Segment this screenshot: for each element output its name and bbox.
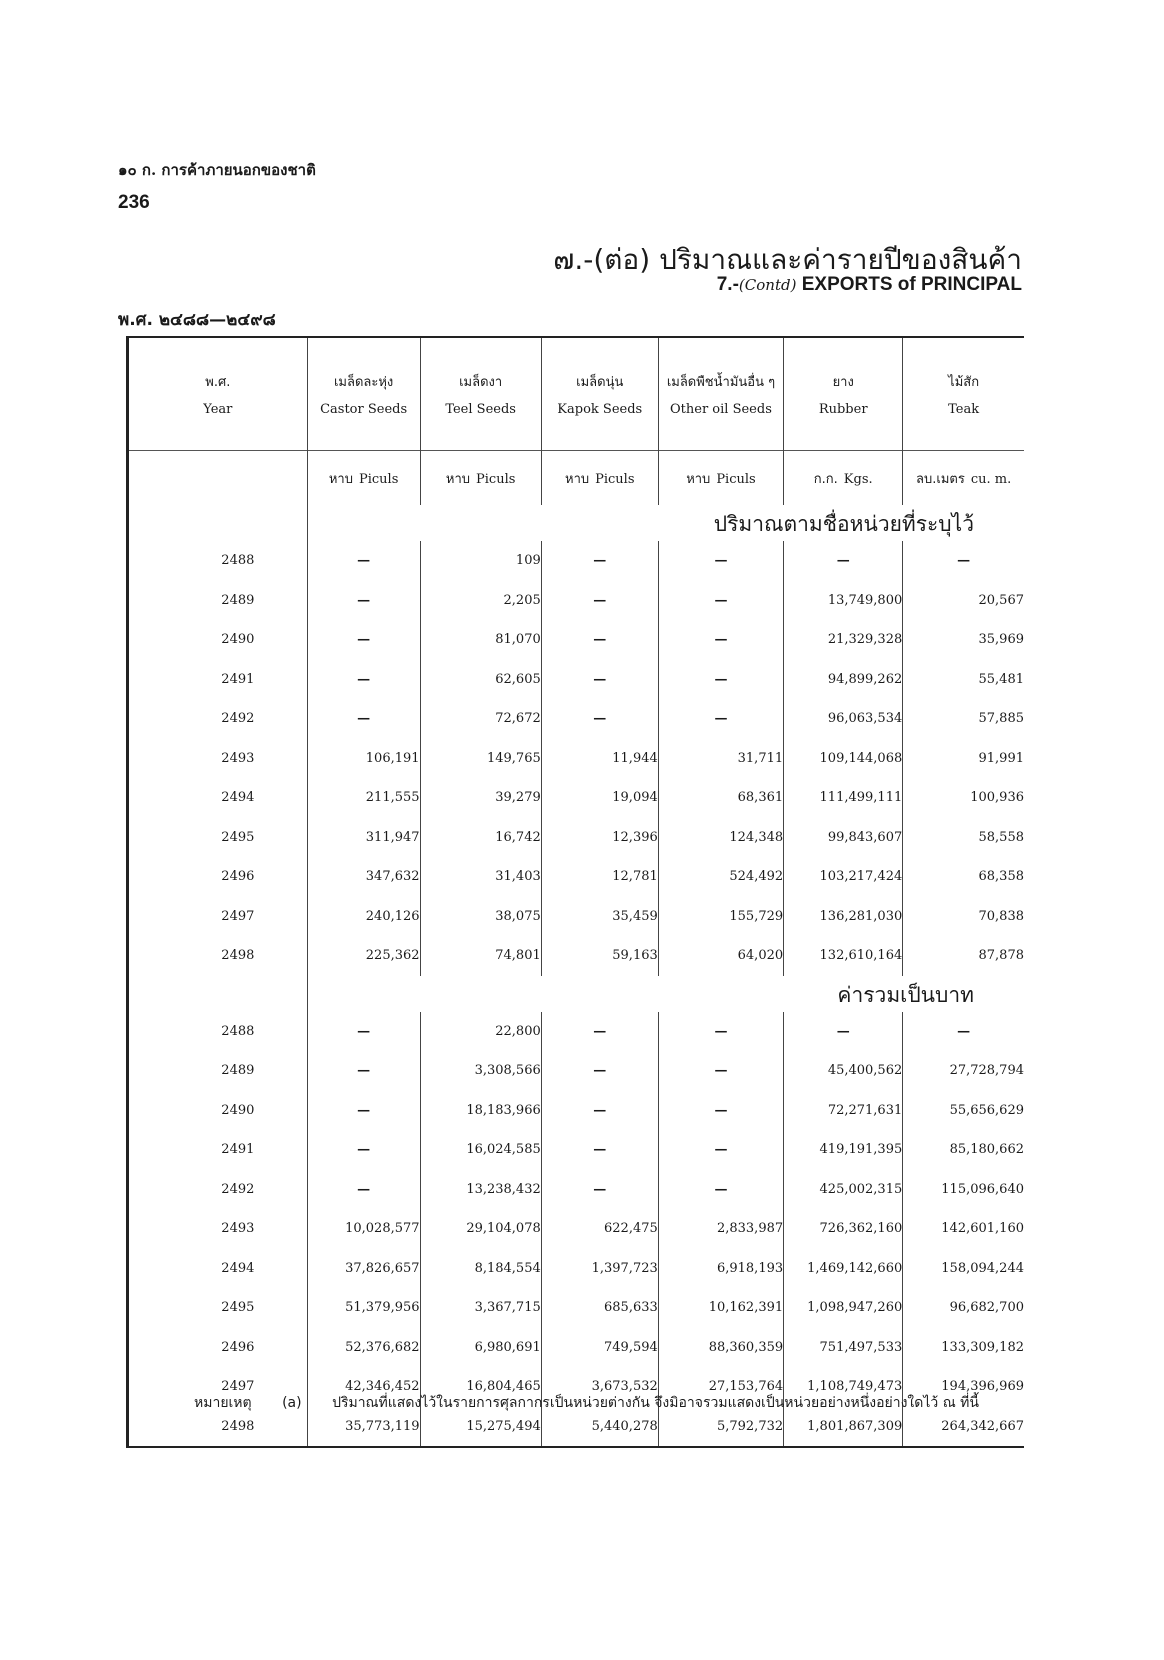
unit-th: หาบ bbox=[565, 471, 590, 487]
value-cell: 68,358 bbox=[903, 857, 1024, 897]
unit-cell bbox=[307, 451, 420, 506]
table-row bbox=[128, 936, 1025, 976]
col-header-en: Other oil Seeds bbox=[670, 402, 772, 417]
value-cell: 142,601,160 bbox=[903, 1209, 1024, 1249]
col-header-en: Year bbox=[203, 402, 233, 417]
year-cell: 2491 bbox=[128, 1130, 308, 1170]
section-title-row bbox=[128, 976, 1025, 1012]
value-cell: 11,944 bbox=[541, 739, 658, 779]
value-cell: — bbox=[307, 620, 420, 660]
value-cell: 94,899,262 bbox=[784, 660, 903, 700]
unit-th: หาบ bbox=[445, 471, 471, 487]
value-cell: — bbox=[541, 699, 658, 739]
year-cell: 2496 bbox=[128, 1328, 308, 1368]
value-cell: 3,308,566 bbox=[420, 1051, 541, 1091]
value-cell: 13,238,432 bbox=[420, 1170, 541, 1210]
year-cell: 2498 bbox=[128, 936, 308, 976]
running-head: ๑๐ ก. การค้าภายนอกของชาติ bbox=[118, 161, 316, 179]
value-cell: 21,329,328 bbox=[784, 620, 903, 660]
value-cell: 22,800 bbox=[420, 1012, 541, 1052]
value-cell: — bbox=[307, 1130, 420, 1170]
value-cell: 726,362,160 bbox=[784, 1209, 903, 1249]
table-row bbox=[128, 1209, 1025, 1249]
value-cell: 5,792,732 bbox=[658, 1407, 783, 1448]
value-cell: 16,742 bbox=[420, 818, 541, 858]
year-cell: 2490 bbox=[128, 1091, 308, 1131]
value-cell: 18,183,966 bbox=[420, 1091, 541, 1131]
col-header-other-oil bbox=[658, 337, 783, 451]
value-cell: 425,002,315 bbox=[784, 1170, 903, 1210]
value-cell: 70,838 bbox=[903, 897, 1024, 937]
unit-cell bbox=[541, 451, 658, 506]
section-spacer-cell bbox=[128, 976, 308, 1012]
value-cell: 1,098,947,260 bbox=[784, 1288, 903, 1328]
value-cell: 45,400,562 bbox=[784, 1051, 903, 1091]
value-cell: 35,459 bbox=[541, 897, 658, 937]
value-cell: 6,918,193 bbox=[658, 1249, 783, 1289]
value-cell: — bbox=[307, 581, 420, 621]
unit-en: Kgs. bbox=[843, 471, 873, 487]
value-cell: 31,711 bbox=[658, 739, 783, 779]
table-title-english bbox=[717, 274, 1022, 296]
table-row bbox=[128, 620, 1025, 660]
year-cell: 2488 bbox=[128, 541, 308, 581]
value-cell: 158,094,244 bbox=[903, 1249, 1024, 1289]
value-cell: 16,804,465 bbox=[420, 1367, 541, 1407]
value-cell: 81,070 bbox=[420, 620, 541, 660]
column-header-row bbox=[128, 337, 1025, 451]
col-header-kapok bbox=[541, 337, 658, 451]
title-en-prefix: 7.- bbox=[716, 274, 739, 295]
value-cell: 1,469,142,660 bbox=[784, 1249, 903, 1289]
value-cell: — bbox=[658, 541, 783, 581]
value-cell: 311,947 bbox=[307, 818, 420, 858]
value-cell: 38,075 bbox=[420, 897, 541, 937]
value-cell: 1,801,867,309 bbox=[784, 1407, 903, 1448]
col-header-teel bbox=[420, 337, 541, 451]
footnote-text: ปริมาณที่แสดงไว้ในรายการศุลกากรเป็นหน่วยต่างกัน จึงมิอาจรวมแสดงเป็นหน่วยอย่างหนึ่งอย่างใดไว้ ณ ที่นี้ bbox=[332, 1395, 979, 1411]
unit-th: หาบ bbox=[328, 471, 353, 487]
value-cell: 103,217,424 bbox=[784, 857, 903, 897]
value-cell: 111,499,111 bbox=[784, 778, 903, 818]
value-cell: 72,271,631 bbox=[784, 1091, 903, 1131]
unit-en: Piculs bbox=[358, 471, 399, 487]
year-cell: 2489 bbox=[128, 581, 308, 621]
year-cell: 2497 bbox=[128, 897, 308, 937]
value-cell: — bbox=[658, 699, 783, 739]
value-cell: 106,191 bbox=[307, 739, 420, 779]
value-cell: 31,403 bbox=[420, 857, 541, 897]
col-header-th: ไม้สัก bbox=[948, 375, 980, 390]
year-cell: 2492 bbox=[128, 699, 308, 739]
value-cell: 749,594 bbox=[541, 1328, 658, 1368]
table-row bbox=[128, 1288, 1025, 1328]
year-cell: 2495 bbox=[128, 818, 308, 858]
unit-cell-year bbox=[128, 451, 308, 506]
value-cell: 57,885 bbox=[903, 699, 1024, 739]
col-header-th: ยาง bbox=[832, 375, 854, 390]
year-cell: 2489 bbox=[128, 1051, 308, 1091]
value-cell: 685,633 bbox=[541, 1288, 658, 1328]
unit-en: Piculs bbox=[595, 471, 635, 487]
value-cell: 20,567 bbox=[903, 581, 1024, 621]
value-cell: 751,497,533 bbox=[784, 1328, 903, 1368]
value-cell: 132,610,164 bbox=[784, 936, 903, 976]
value-cell: — bbox=[903, 541, 1024, 581]
value-cell: 99,843,607 bbox=[784, 818, 903, 858]
year-cell: 2488 bbox=[128, 1012, 308, 1052]
value-cell: 194,396,969 bbox=[903, 1367, 1024, 1407]
value-cell: 74,801 bbox=[420, 936, 541, 976]
value-cell: 5,440,278 bbox=[541, 1407, 658, 1448]
value-cell: 109,144,068 bbox=[784, 739, 903, 779]
table-row bbox=[128, 699, 1025, 739]
value-cell: 37,826,657 bbox=[307, 1249, 420, 1289]
unit-en: cu. m. bbox=[970, 471, 1012, 487]
value-cell: 55,656,629 bbox=[903, 1091, 1024, 1131]
value-cell: — bbox=[784, 541, 903, 581]
value-cell: — bbox=[541, 1130, 658, 1170]
unit-en: Piculs bbox=[476, 471, 516, 487]
value-cell: 155,729 bbox=[658, 897, 783, 937]
value-cell: 35,773,119 bbox=[307, 1407, 420, 1448]
value-cell: — bbox=[658, 1051, 783, 1091]
table-row bbox=[128, 1249, 1025, 1289]
exports-table-body bbox=[128, 337, 1025, 1447]
value-cell: 72,672 bbox=[420, 699, 541, 739]
table-row bbox=[128, 1328, 1025, 1368]
unit-th: หาบ bbox=[686, 471, 711, 487]
col-header-th: เมล็ดพืชน้ำมันอื่น ๆ bbox=[666, 375, 776, 390]
year-cell: 2493 bbox=[128, 739, 308, 779]
value-cell: 68,361 bbox=[658, 778, 783, 818]
title-en-main: EXPORTS of PRINCIPAL bbox=[801, 274, 1022, 295]
section-title: ค่ารวมเป็นบาท bbox=[307, 976, 1024, 1012]
value-cell: 12,781 bbox=[541, 857, 658, 897]
value-cell: 225,362 bbox=[307, 936, 420, 976]
year-cell: 2497 bbox=[128, 1367, 308, 1407]
table-row bbox=[128, 1012, 1025, 1052]
value-cell: 16,024,585 bbox=[420, 1130, 541, 1170]
footnote-label: หมายเหตุ bbox=[194, 1395, 252, 1411]
value-cell: — bbox=[307, 1051, 420, 1091]
value-cell: — bbox=[658, 1130, 783, 1170]
value-cell: 35,969 bbox=[903, 620, 1024, 660]
value-cell: 55,481 bbox=[903, 660, 1024, 700]
col-header-th: เมล็ดงา bbox=[459, 375, 503, 390]
value-cell: 136,281,030 bbox=[784, 897, 903, 937]
value-cell: 211,555 bbox=[307, 778, 420, 818]
unit-th: ลบ.เมตร bbox=[916, 471, 965, 487]
value-cell: — bbox=[658, 660, 783, 700]
col-header-en: Teak bbox=[948, 402, 980, 417]
value-cell: 13,749,800 bbox=[784, 581, 903, 621]
value-cell: — bbox=[307, 1170, 420, 1210]
value-cell: 149,765 bbox=[420, 739, 541, 779]
value-cell: — bbox=[307, 541, 420, 581]
value-cell: 124,348 bbox=[658, 818, 783, 858]
table-row bbox=[128, 660, 1025, 700]
table-row bbox=[128, 778, 1025, 818]
col-header-teak bbox=[903, 337, 1024, 451]
col-header-en: Teel Seeds bbox=[445, 402, 516, 417]
value-cell: 1,108,749,473 bbox=[784, 1367, 903, 1407]
value-cell: 27,153,764 bbox=[658, 1367, 783, 1407]
col-header-en: Rubber bbox=[818, 402, 868, 417]
col-header-th: พ.ศ. bbox=[205, 375, 231, 390]
value-cell: 58,558 bbox=[903, 818, 1024, 858]
table-row bbox=[128, 739, 1025, 779]
value-cell: 42,346,452 bbox=[307, 1367, 420, 1407]
section-title: ปริมาณตามชื่อหน่วยที่ระบุไว้ bbox=[307, 505, 1024, 541]
value-cell: 12,396 bbox=[541, 818, 658, 858]
unit-cell bbox=[420, 451, 541, 506]
table-row bbox=[128, 541, 1025, 581]
value-cell: — bbox=[658, 1012, 783, 1052]
year-cell: 2494 bbox=[128, 1249, 308, 1289]
footnote bbox=[194, 1392, 1005, 1414]
value-cell: 62,605 bbox=[420, 660, 541, 700]
value-cell: 96,063,534 bbox=[784, 699, 903, 739]
value-cell: — bbox=[307, 660, 420, 700]
value-cell: 347,632 bbox=[307, 857, 420, 897]
units-row bbox=[128, 451, 1025, 506]
value-cell: 91,991 bbox=[903, 739, 1024, 779]
table-row bbox=[128, 818, 1025, 858]
col-header-th: เมล็ดละหุ่ง bbox=[333, 375, 394, 390]
value-cell: 3,367,715 bbox=[420, 1288, 541, 1328]
value-cell: 29,104,078 bbox=[420, 1209, 541, 1249]
value-cell: — bbox=[658, 1170, 783, 1210]
section-spacer-cell bbox=[128, 505, 308, 541]
year-cell: 2491 bbox=[128, 660, 308, 700]
value-cell: 27,728,794 bbox=[903, 1051, 1024, 1091]
value-cell: — bbox=[307, 1091, 420, 1131]
value-cell: — bbox=[658, 581, 783, 621]
footnote-marker: (a) bbox=[282, 1395, 302, 1411]
year-cell: 2494 bbox=[128, 778, 308, 818]
table-row bbox=[128, 897, 1025, 937]
table-row bbox=[128, 1051, 1025, 1091]
value-cell: — bbox=[541, 1051, 658, 1091]
year-cell: 2498 bbox=[128, 1407, 308, 1448]
value-cell: 524,492 bbox=[658, 857, 783, 897]
year-cell: 2496 bbox=[128, 857, 308, 897]
table-row bbox=[128, 1130, 1025, 1170]
value-cell: 8,184,554 bbox=[420, 1249, 541, 1289]
value-cell: — bbox=[307, 1012, 420, 1052]
value-cell: — bbox=[541, 620, 658, 660]
title-en-contd: (Contd) bbox=[738, 276, 797, 294]
value-cell: — bbox=[541, 581, 658, 621]
value-cell: — bbox=[658, 620, 783, 660]
value-cell: 10,028,577 bbox=[307, 1209, 420, 1249]
value-cell: 85,180,662 bbox=[903, 1130, 1024, 1170]
value-cell: 15,275,494 bbox=[420, 1407, 541, 1448]
col-header-en: Kapok Seeds bbox=[557, 402, 643, 417]
table-title-thai: ๗.-(ต่อ) ปริมาณและค่ารายปีของสินค้า bbox=[553, 243, 1022, 276]
col-header-th: เมล็ดนุ่น bbox=[576, 375, 624, 390]
year-cell: 2493 bbox=[128, 1209, 308, 1249]
unit-cell bbox=[658, 451, 783, 506]
value-cell: — bbox=[541, 660, 658, 700]
value-cell: 100,936 bbox=[903, 778, 1024, 818]
unit-cell bbox=[903, 451, 1024, 506]
value-cell: 115,096,640 bbox=[903, 1170, 1024, 1210]
value-cell: 2,833,987 bbox=[658, 1209, 783, 1249]
value-cell: 109 bbox=[420, 541, 541, 581]
value-cell: 64,020 bbox=[658, 936, 783, 976]
value-cell: — bbox=[903, 1012, 1024, 1052]
value-cell: 1,397,723 bbox=[541, 1249, 658, 1289]
value-cell: 3,673,532 bbox=[541, 1367, 658, 1407]
value-cell: 88,360,359 bbox=[658, 1328, 783, 1368]
section-title-row bbox=[128, 505, 1025, 541]
table-row bbox=[128, 1170, 1025, 1210]
table-row bbox=[128, 581, 1025, 621]
value-cell: 6,980,691 bbox=[420, 1328, 541, 1368]
value-cell: — bbox=[541, 1091, 658, 1131]
value-cell: 19,094 bbox=[541, 778, 658, 818]
year-cell: 2490 bbox=[128, 620, 308, 660]
table-row bbox=[128, 1091, 1025, 1131]
col-header-rubber bbox=[784, 337, 903, 451]
value-cell: — bbox=[541, 1012, 658, 1052]
col-header-en: Castor Seeds bbox=[320, 402, 408, 417]
year-cell: 2492 bbox=[128, 1170, 308, 1210]
col-header-castor bbox=[307, 337, 420, 451]
value-cell: — bbox=[658, 1091, 783, 1131]
value-cell: 96,682,700 bbox=[903, 1288, 1024, 1328]
table-row bbox=[128, 857, 1025, 897]
value-cell: — bbox=[541, 541, 658, 581]
value-cell: — bbox=[784, 1012, 903, 1052]
value-cell: 622,475 bbox=[541, 1209, 658, 1249]
value-cell: 52,376,682 bbox=[307, 1328, 420, 1368]
value-cell: 87,878 bbox=[903, 936, 1024, 976]
value-cell: 39,279 bbox=[420, 778, 541, 818]
year-cell: 2495 bbox=[128, 1288, 308, 1328]
value-cell: — bbox=[541, 1170, 658, 1210]
page-number: 236 bbox=[118, 192, 150, 213]
unit-cell bbox=[784, 451, 903, 506]
value-cell: 2,205 bbox=[420, 581, 541, 621]
unit-th: ก.ก. bbox=[813, 471, 838, 487]
value-cell: 264,342,667 bbox=[903, 1407, 1024, 1448]
value-cell: — bbox=[307, 699, 420, 739]
value-cell: 240,126 bbox=[307, 897, 420, 937]
value-cell: 133,309,182 bbox=[903, 1328, 1024, 1368]
value-cell: 419,191,395 bbox=[784, 1130, 903, 1170]
period-label: พ.ศ. ๒๔๘๘—๒๔๙๘ bbox=[118, 310, 276, 330]
col-header-year bbox=[128, 337, 308, 451]
value-cell: 59,163 bbox=[541, 936, 658, 976]
value-cell: 10,162,391 bbox=[658, 1288, 783, 1328]
exports-table bbox=[126, 336, 1024, 1448]
value-cell: 51,379,956 bbox=[307, 1288, 420, 1328]
unit-en: Piculs bbox=[716, 471, 756, 487]
